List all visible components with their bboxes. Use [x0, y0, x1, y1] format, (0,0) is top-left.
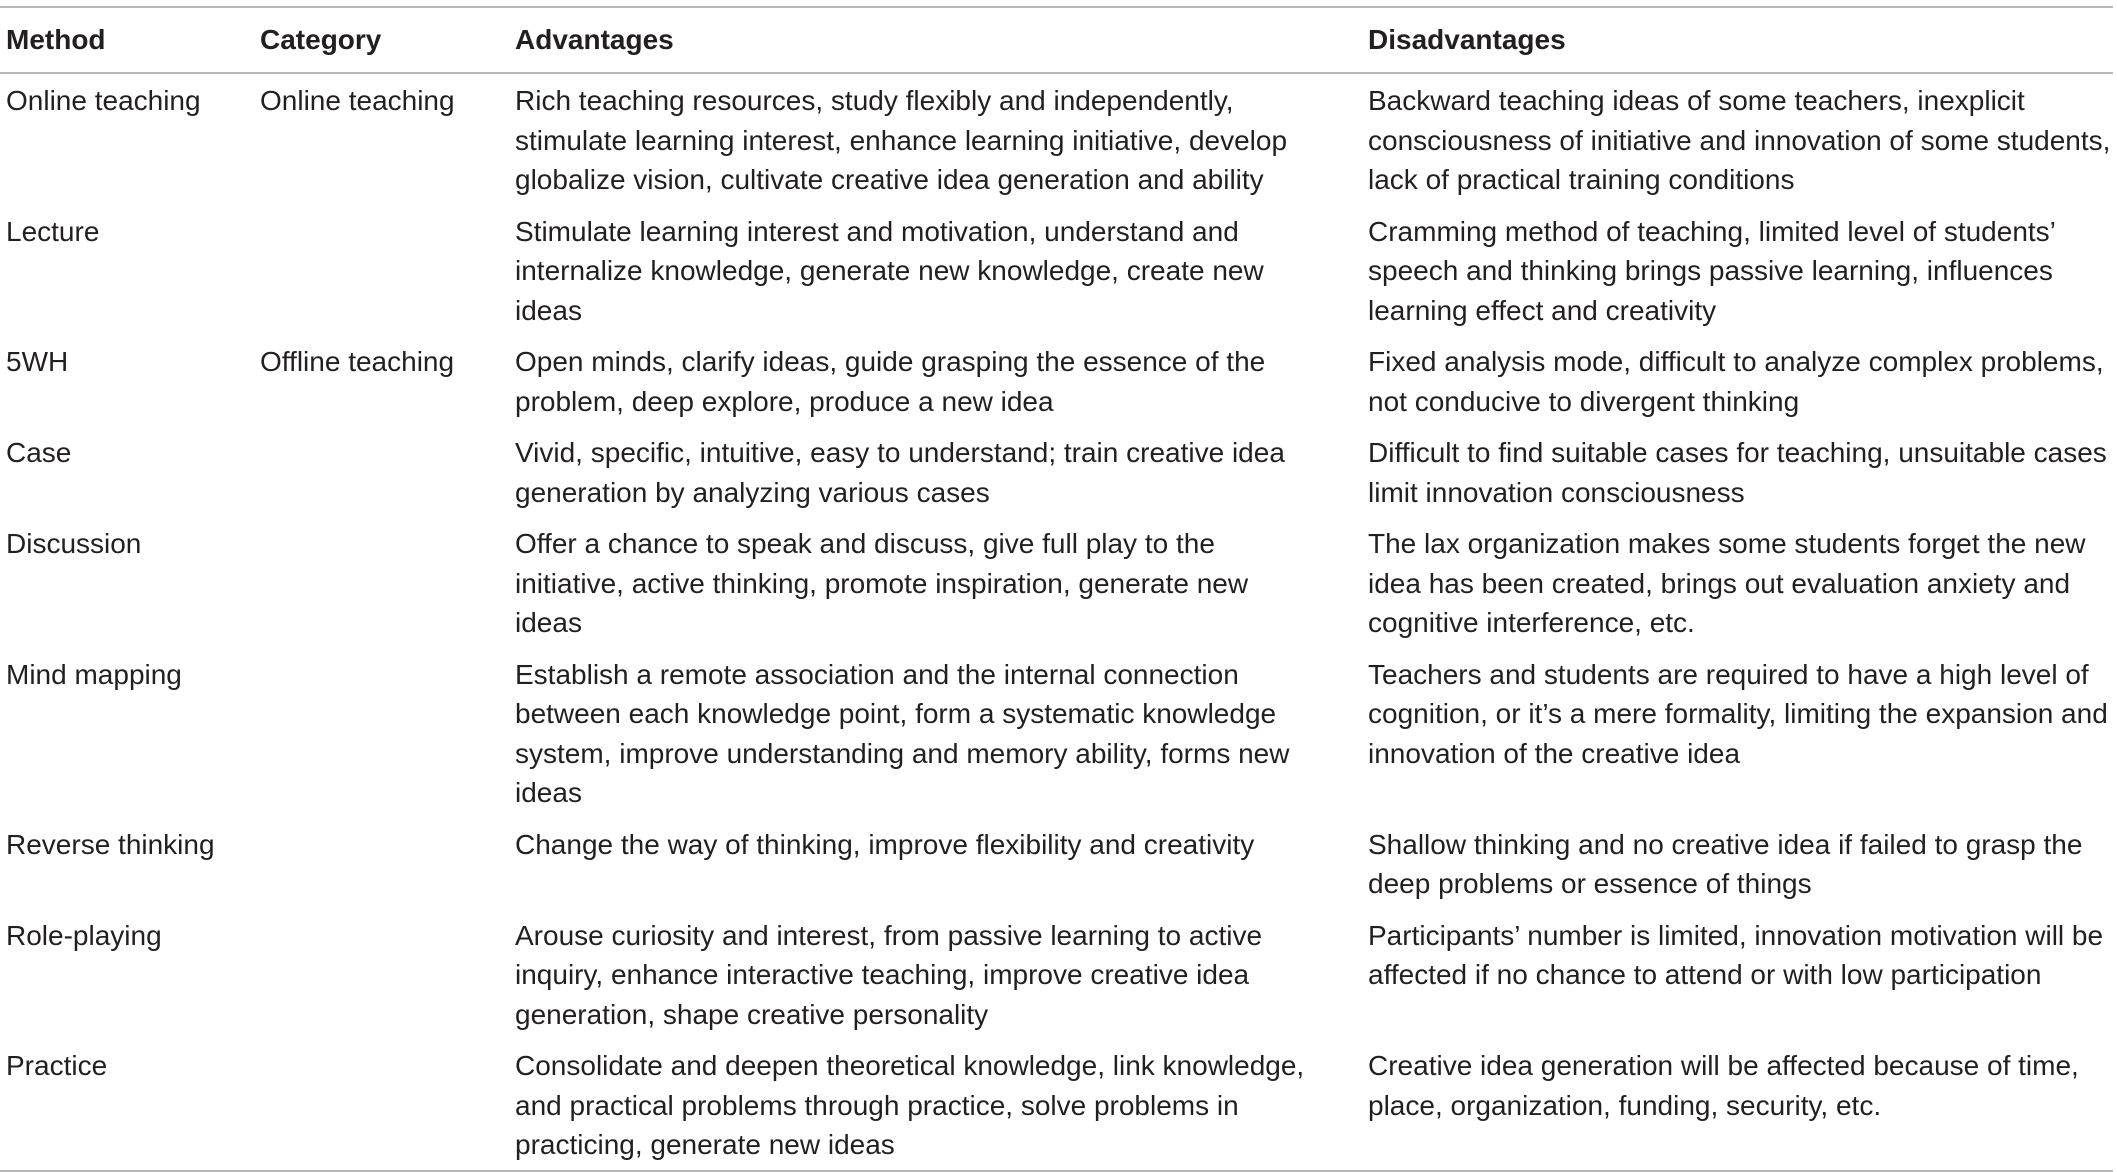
cell-method: Reverse thinking: [6, 828, 215, 860]
table-row: [0, 909, 2113, 1040]
cell-advantages: Open minds, clarify ideas, guide grasping the essence of the problem, deep explore, produce a new idea: [515, 346, 1266, 417]
header-category: Category: [260, 24, 382, 55]
cell-category: Online teaching: [260, 85, 455, 116]
table-row: [0, 205, 2113, 336]
cell-category: [254, 909, 509, 1040]
teaching-methods-table: [0, 6, 2113, 1172]
cell-advantages: Change the way of thinking, improve flexibility and creativity: [515, 828, 1255, 860]
cell-advantages: Vivid, specific, intuitive, easy to understand; train creative idea generation by analyzing various cases: [515, 437, 1285, 508]
table-row: [0, 73, 2113, 205]
cell-method: Practice: [6, 1050, 108, 1081]
header-advantages: Advantages: [515, 24, 674, 55]
cell-category: [254, 426, 509, 517]
cell-category: [254, 818, 509, 909]
table-header: [0, 7, 2113, 73]
cell-disadvantages: Teachers and students are required to have a high level of cognition, or it’s a mere formality, limiting the expansion and innovation of the creative idea: [1368, 658, 2108, 769]
cell-category: [254, 205, 509, 336]
cell-advantages: Stimulate learning interest and motivation, understand and internalize knowledge, generate new knowledge, create new ideas: [515, 215, 1264, 326]
cell-disadvantages: Shallow thinking and no creative idea if failed to grasp the deep problems or essence of things: [1368, 828, 2083, 899]
cell-category: [254, 1039, 509, 1171]
cell-advantages: Arouse curiosity and interest, from passive learning to active inquiry, enhance interactive teaching, improve creative idea generation, shape creative personality: [515, 919, 1263, 1030]
table-row: [0, 517, 2113, 648]
table-row: [0, 818, 2113, 909]
cell-disadvantages: Backward teaching ideas of some teachers, inexplicit consciousness of initiative and innovation of some students, lack of practical training conditions: [1368, 85, 2111, 195]
cell-method: Role-playing: [6, 919, 162, 951]
cell-advantages: Offer a chance to speak and discuss, give full play to the initiative, active thinking, promote inspiration, generate new ideas: [515, 528, 1249, 638]
cell-category: [254, 517, 509, 648]
cell-method: Case: [6, 437, 72, 468]
table-row: [0, 648, 2113, 818]
cell-disadvantages: Difficult to find suitable cases for teaching, unsuitable cases limit innovation consciousness: [1368, 437, 2107, 508]
cell-method: Lecture: [6, 215, 100, 247]
table-body: [0, 73, 2113, 1171]
cell-disadvantages: Creative idea generation will be affected because of time, place, organization, funding, security, etc.: [1368, 1050, 2079, 1121]
table-row: [0, 1039, 2113, 1171]
cell-method: Mind mapping: [6, 658, 182, 690]
table-row: [0, 335, 2113, 426]
header-method: Method: [6, 24, 106, 55]
header-row: [0, 7, 2113, 73]
header-disadvantages: Disadvantages: [1368, 24, 1566, 55]
cell-category: [254, 648, 509, 818]
cell-method: Discussion: [6, 528, 142, 559]
table-row: [0, 426, 2113, 517]
cell-advantages: Rich teaching resources, study flexibly and independently, stimulate learning interest, enhance learning initiative, develop globalize vision, cultivate creative idea generation and ability: [515, 85, 1288, 195]
cell-method: 5WH: [6, 346, 69, 377]
cell-advantages: Establish a remote association and the internal connection between each knowledge point, form a systematic knowledge system, improve understanding and memory ability, forms new ideas: [515, 658, 1290, 808]
cell-disadvantages: Fixed analysis mode, difficult to analyze complex problems, not conducive to divergent thinking: [1368, 346, 2104, 417]
cell-advantages: Consolidate and deepen theoretical knowledge, link knowledge, and practical problems through practice, solve problems in practicing, generate new ideas: [515, 1050, 1305, 1160]
cell-method: Online teaching: [6, 85, 201, 116]
cell-disadvantages: Participants’ number is limited, innovation motivation will be affected if no chance to attend or with low participation: [1368, 919, 2104, 990]
cell-category: Offline teaching: [260, 346, 455, 377]
cell-disadvantages: The lax organization makes some students forget the new idea has been created, brings out evaluation anxiety and cognitive interference, etc.: [1368, 528, 2086, 638]
cell-disadvantages: Cramming method of teaching, limited level of students’ speech and thinking brings passive learning, influences learning effect and creativity: [1368, 215, 2055, 326]
